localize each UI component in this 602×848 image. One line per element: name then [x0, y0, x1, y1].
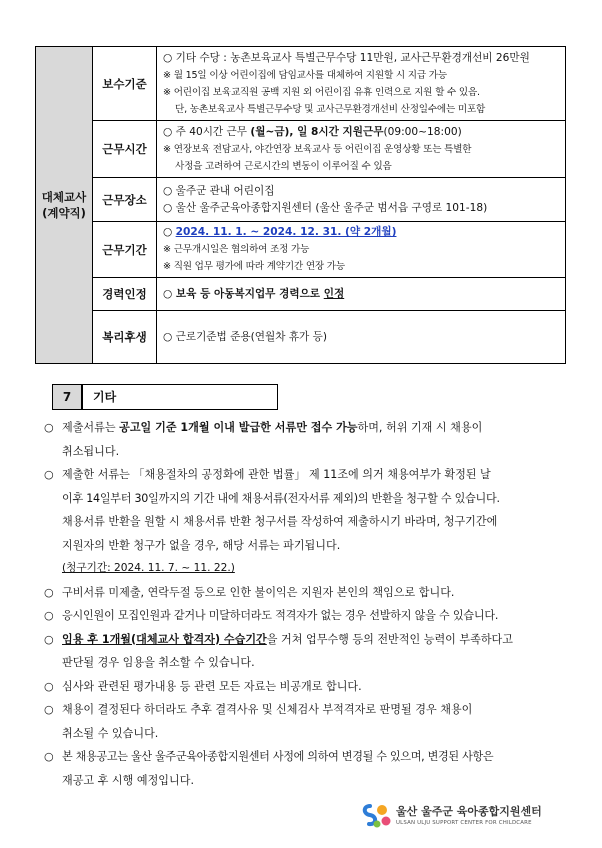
label-place: 근무장소	[93, 178, 157, 222]
label-pay: 보수기준	[93, 47, 157, 121]
list-item: ○ 임용 후 1개월(대체교사 합격자) 수습기간을 거쳐 업무수행 등의 전반적인 능력이 부족하다고 판단될 경우 임용을 취소할 수 있습니다.	[44, 628, 562, 675]
bullet-circle-icon: ○	[44, 585, 54, 599]
hours-note-2: 사정을 고려하여 근로시간의 변동이 이루어질 수 있음	[175, 160, 392, 172]
pay-line-1: ○ 기타 수당 : 농촌보육교사 특별근무수당 11만원, 교사근무환경개선비 26만원	[163, 51, 530, 64]
pay-note-3: 단, 농촌보육교사 특별근무수당 및 교사근무환경개선비 산정일수에는 미포함	[175, 103, 486, 115]
org-name: 울산 울주군 육아종합지원센터	[396, 805, 542, 818]
list-item: ○ 심사와 관련된 평가내용 등 관련 모든 자료는 비공개로 합니다.	[44, 675, 562, 699]
category-label: 대체교사 (계약직)	[41, 190, 87, 220]
content-career: ○ 보육 등 아동복지업무 경력으로 인정	[157, 278, 566, 311]
period-note-1: ※ 근무개시일은 협의하여 조정 가능	[163, 244, 310, 255]
hours-line-1: ○ 주 40시간 근무 (월~금), 일 8시간 지원근무(09:00~18:00)	[163, 125, 462, 138]
label-career: 경력인정	[93, 278, 157, 311]
place-line-1: ○ 울주군 관내 어린이집	[163, 184, 275, 197]
bullet-circle-icon: ○	[44, 468, 54, 481]
center-logo-icon	[360, 800, 394, 830]
content-pay	[157, 47, 566, 121]
list-item: ○ 제출한 서류는 「채용절차의 공정화에 관한 법률」 제 11조에 의거 채용여부가 확정된 날 이후 14일부터 30일까지의 기간 내에 채용서류(전자서류 제외)의 반환을 청구할 수 있습니다. 채용서류 반환을 원할 시 채용서류 반환 청구서를 작성하여 제출하시기 바라며, 청구기간에 지원자의 반환 청구가 없을 경우, 해당 서류는 파기됩니다. (청구기간: 2024. 11. 7. ~ 11. 22.)	[44, 463, 562, 581]
list-item: ○ 제출서류는 공고일 기준 1개월 이내 발급한 서류만 접수 가능하며, 허위 기재 시 채용이 취소됩니다.	[44, 416, 562, 463]
label-hours: 근무시간	[93, 121, 157, 178]
bullet-circle-icon: ○	[44, 750, 54, 763]
list-item: ○ 채용이 결정된다 하더라도 추후 결격사유 및 신체검사 부적격자로 판명될 경우 채용이 취소될 수 있습니다.	[44, 698, 562, 745]
content-place	[157, 178, 566, 222]
bullet-circle-icon: ○	[44, 609, 54, 622]
section-number: 7	[52, 384, 82, 410]
bullet-circle-icon: ○	[44, 703, 54, 716]
bullet-circle-icon: ○	[44, 679, 54, 693]
bullet-circle-icon: ○	[44, 632, 54, 646]
list-item: ○ 본 채용공고는 울산 울주군육아종합지원센터 사정에 의하여 변경될 수 있으며, 변경된 사항은 재공고 후 시행 예정입니다.	[44, 745, 562, 792]
employment-conditions-table	[35, 46, 566, 364]
pay-note-1: ※ 월 15일 이상 어린이집에 담임교사를 대체하여 지원할 시 지급 가능	[163, 69, 447, 81]
content-hours	[157, 121, 566, 178]
list-item: ○ 응시인원이 모집인원과 같거나 미달하더라도 적격자가 없는 경우 선발하지 않을 수 있습니다.	[44, 604, 562, 628]
bullet-circle-icon: ○	[44, 421, 54, 434]
hours-note-1: ※ 연장보육 전담교사, 야간연장 보육교사 등 어린이집 운영상황 또는 특별한	[163, 143, 472, 155]
period-line-1: ○ 2024. 11. 1. ~ 2024. 12. 31. (약 2개월)	[163, 226, 397, 238]
org-name-en: ULSAN ULJU SUPPORT CENTER FOR CHILDCARE	[396, 820, 532, 826]
label-period: 근무기간	[93, 222, 157, 278]
place-line-2: ○ 울산 울주군육아종합지원센터 (울산 울주군 범서읍 구영로 101-18)	[163, 201, 488, 214]
claim-period: (청구기간: 2024. 11. 7. ~ 11. 22.)	[62, 562, 235, 574]
list-item: ○ 구비서류 미제출, 연락두절 등으로 인한 불이익은 지원자 본인의 책임으로 합니다.	[44, 581, 562, 605]
pay-note-2: ※ 어린이집 보육교직원 공백 지원 외 어린이집 유휴 인력으로 지원 할 수 있음.	[163, 86, 480, 98]
category-cell	[36, 47, 93, 364]
content-welfare: ○ 근로기준법 준용(연월차 휴가 등)	[157, 311, 566, 364]
section-title: 기타	[82, 384, 278, 410]
content-period	[157, 222, 566, 278]
label-welfare: 복리후생	[93, 311, 157, 364]
other-notes-list	[44, 416, 562, 792]
period-note-2: ※ 직원 업무 평가에 따라 계약기간 연장 가능	[163, 261, 345, 272]
period-dates: 2024. 11. 1. ~ 2024. 12. 31. (약 2개월)	[175, 226, 397, 238]
